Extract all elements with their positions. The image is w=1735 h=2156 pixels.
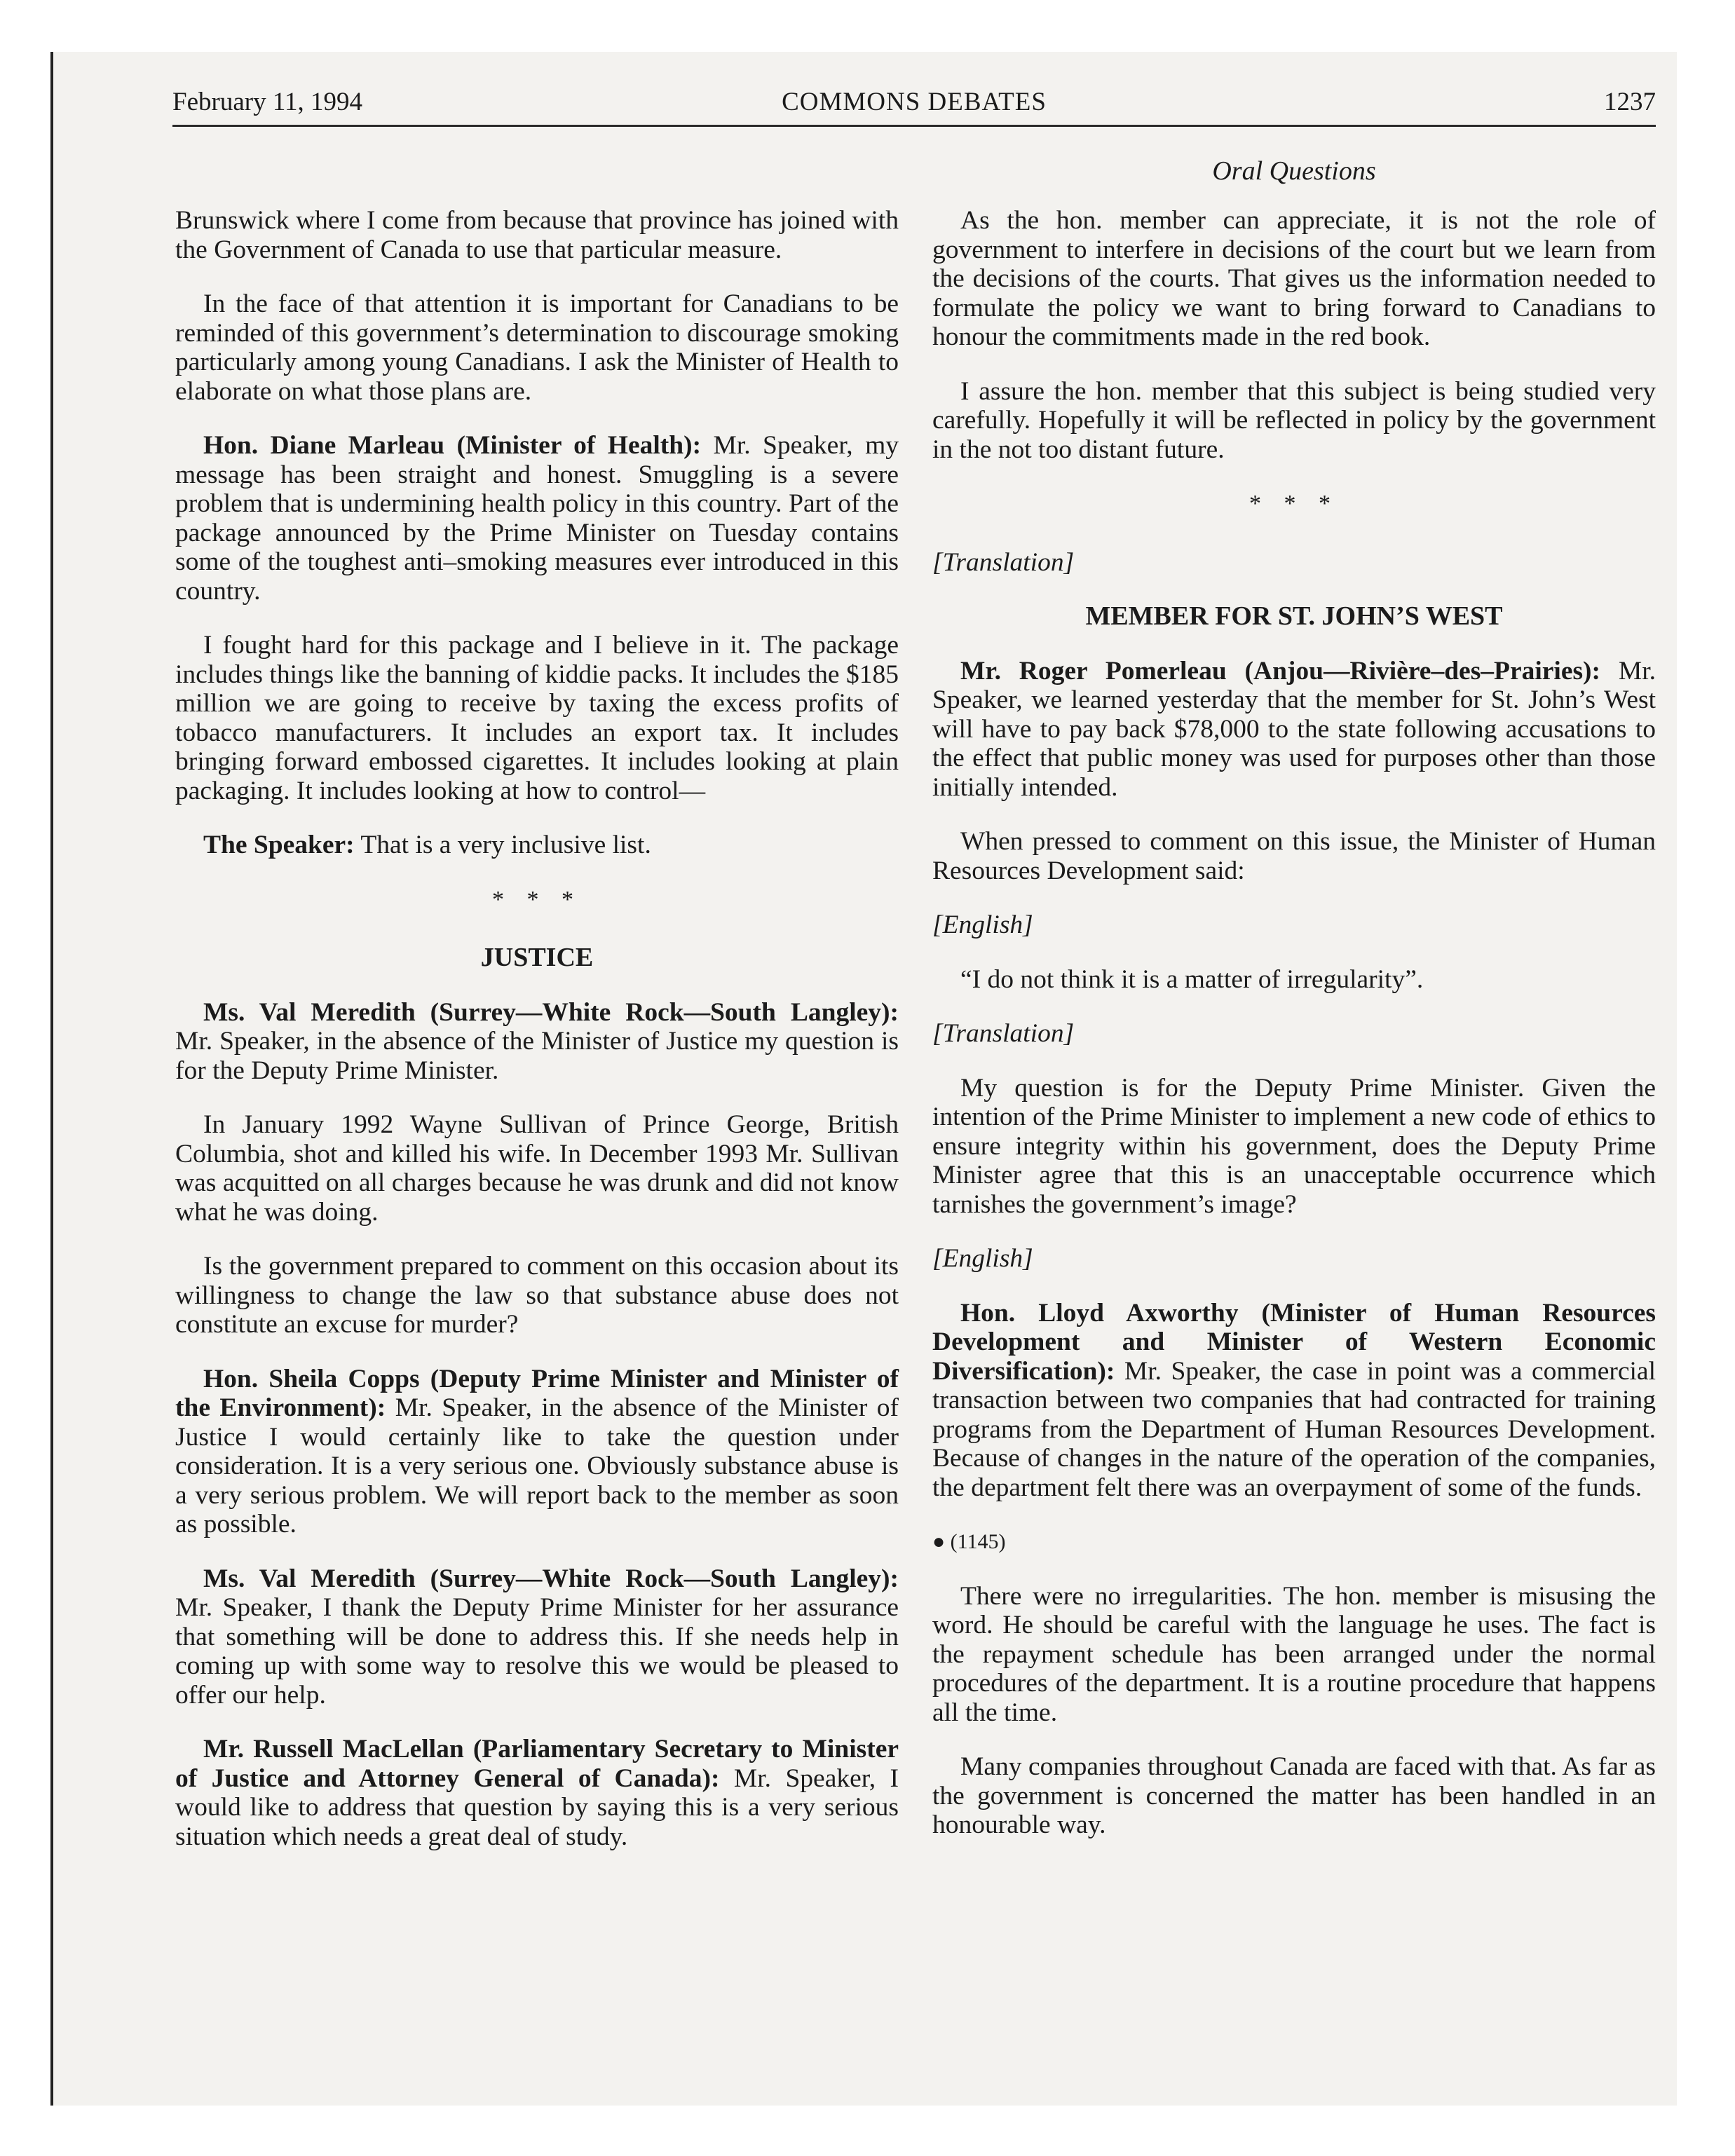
language-marker: [Translation] — [932, 547, 1075, 577]
paragraph: When pressed to comment on this issue, the Minister of Human Resources Development said: — [932, 827, 1656, 885]
paragraph: I assure the hon. member that this subject is being studied very carefully. Hopefully it will be reflected in policy by the government in the not too distant future. — [932, 376, 1656, 464]
paragraph: My question is for the Deputy Prime Minister. Given the intention of the Prime Minister to implement a new code of ethics to ensure integrity within his government, does the Deputy Prime Minister agree that this is an unacceptable occurrence which tarnishes the government’s image? — [932, 1073, 1656, 1219]
bullet-icon: ● — [932, 1530, 946, 1553]
section-separator: * * * — [492, 886, 582, 913]
quotation: “I do not think it is a matter of irregularity”. — [960, 964, 1424, 994]
scan-edge — [50, 52, 53, 2106]
speech-text: Mr. Speaker, in the absence of the Minister of Justice my question is for the Deputy Prime Minister. — [175, 1027, 899, 1085]
section-heading: JUSTICE — [480, 943, 594, 972]
header-publication: COMMONS DEBATES — [782, 88, 1047, 116]
left-column — [175, 206, 899, 1876]
section-separator: * * * — [1249, 491, 1339, 517]
language-marker: [English] — [932, 1244, 1033, 1273]
paragraph: I fought hard for this package and I believe in it. The package includes things like the banning of kiddie packs. It includes the $185 million we are going to receive by taxing the excess profits of tobacco manufacturers. It includes an export tax. It includes bringing forward embossed cigarettes. It includes looking at plain packaging. It includes looking at how to control— — [175, 631, 899, 805]
speaker-name: Ms. Val Meredith (Surrey—White Rock—South Langley): — [203, 997, 899, 1027]
language-marker: [English] — [932, 910, 1033, 939]
speaker-name: The Speaker: — [203, 831, 355, 859]
speech — [932, 1299, 1656, 1503]
speaker-name: Mr. Russell MacLellan (Parliamentary Secretary to Minister of Justice and Attorney General of Canada): — [175, 1735, 899, 1793]
time-marker — [932, 1527, 1656, 1557]
section-label: Oral Questions — [1212, 156, 1376, 186]
speaker-name: Hon. Diane Marleau (Minister of Health): — [203, 431, 702, 460]
speaker-name: Ms. Val Meredith (Surrey—White Rock—South Langley): — [203, 1564, 899, 1593]
paragraph: Is the government prepared to comment on this occasion about its willingness to change the law so that substance abuse does not constitute an excuse for murder? — [175, 1252, 899, 1339]
speech — [175, 831, 899, 860]
language-marker: [Translation] — [932, 1019, 1075, 1048]
paragraph: In the face of that attention it is important for Canadians to be reminded of this government’s determination to discourage smoking particularly among young Canadians. I ask the Minister of Health to elaborate on what those plans are. — [175, 289, 899, 406]
speech-text: Mr. Speaker, we learned yesterday that the member for St. John’s West will have to pay back $78,000 to the state following accusations to the effect that public money was used for purposes other than those initially intended. — [932, 656, 1656, 802]
speech — [175, 431, 899, 606]
speaker-name: Hon. Lloyd Axworthy (Minister of Human Resources Development and Minister of Western Economic Diversification): — [932, 1298, 1656, 1386]
speaker-name: Mr. Roger Pomerleau (Anjou—Rivière–des–Prairies): — [960, 656, 1601, 685]
paragraph: Brunswick where I come from because that province has joined with the Government of Canada to use that particular measure. — [175, 206, 899, 264]
speech-text: That is a very inclusive list. — [354, 831, 651, 859]
running-head — [172, 81, 1656, 123]
header-page-number: 1237 — [1604, 88, 1656, 116]
speech-text: Mr. Speaker, my message has been straight and honest. Smuggling is a severe problem that is undermining health policy in this country. Part of the package announced by the Prime Minister on Tuesday contains some of the toughest anti–smoking measures ever introduced in this country. — [175, 431, 899, 606]
speech-text: Mr. Speaker, in the absence of the Minister of Justice I would certainly like to take the question under consideration. It is a very serious one. Obviously substance abuse is a very serious problem. We will report back to the member as soon as possible. — [175, 1393, 899, 1538]
right-column — [932, 206, 1656, 1865]
speech-text: Mr. Speaker, the case in point was a commercial transaction between two companies that had contracted for training programs from the Department of Human Resources Development. Because of changes in the nature of the operation of the companies, the department felt there was an overpayment of some of the funds. — [932, 1356, 1656, 1502]
header-rule — [172, 125, 1656, 127]
paragraph: As the hon. member can appreciate, it is not the role of government to interfere in decisions of the court but we learn from the decisions of the courts. That gives us the information needed to formulate the policy we want to bring forward to Canadians to honour the commitments made in the red book. — [932, 206, 1656, 351]
speaker-name: Hon. Sheila Copps (Deputy Prime Minister and Minister of the Environment): — [175, 1364, 899, 1422]
paragraph: In January 1992 Wayne Sullivan of Prince George, British Columbia, shot and killed his wife. In December 1993 Mr. Sullivan was acquitted on all charges because he was drunk and did not know what he was doing. — [175, 1110, 899, 1227]
time-stamp: (1145) — [950, 1530, 1006, 1553]
speech-text: Mr. Speaker, I would like to address that question by saying this is a very serious situation which needs a great deal of study. — [175, 1763, 899, 1851]
speech — [932, 657, 1656, 803]
paragraph: Many companies throughout Canada are faced with that. As far as the government is concerned the matter has been handled in an honourable way. — [932, 1752, 1656, 1839]
paragraph: There were no irregularities. The hon. member is misusing the word. He should be careful with the language he uses. The fact is the repayment schedule has been arranged under the normal procedures of the department. It is a routine procedure that happens all the time. — [932, 1581, 1656, 1727]
speech-text: Mr. Speaker, I thank the Deputy Prime Minister for her assurance that something will be done to address this. If she needs help in coming up with some way to resolve this we would be pleased to offer our help. — [175, 1593, 899, 1710]
speech — [175, 998, 899, 1086]
speech — [175, 1365, 899, 1539]
header-date: February 11, 1994 — [172, 88, 362, 116]
speech — [175, 1735, 899, 1851]
speech — [175, 1564, 899, 1710]
section-heading: MEMBER FOR ST. JOHN’S WEST — [1085, 601, 1503, 631]
